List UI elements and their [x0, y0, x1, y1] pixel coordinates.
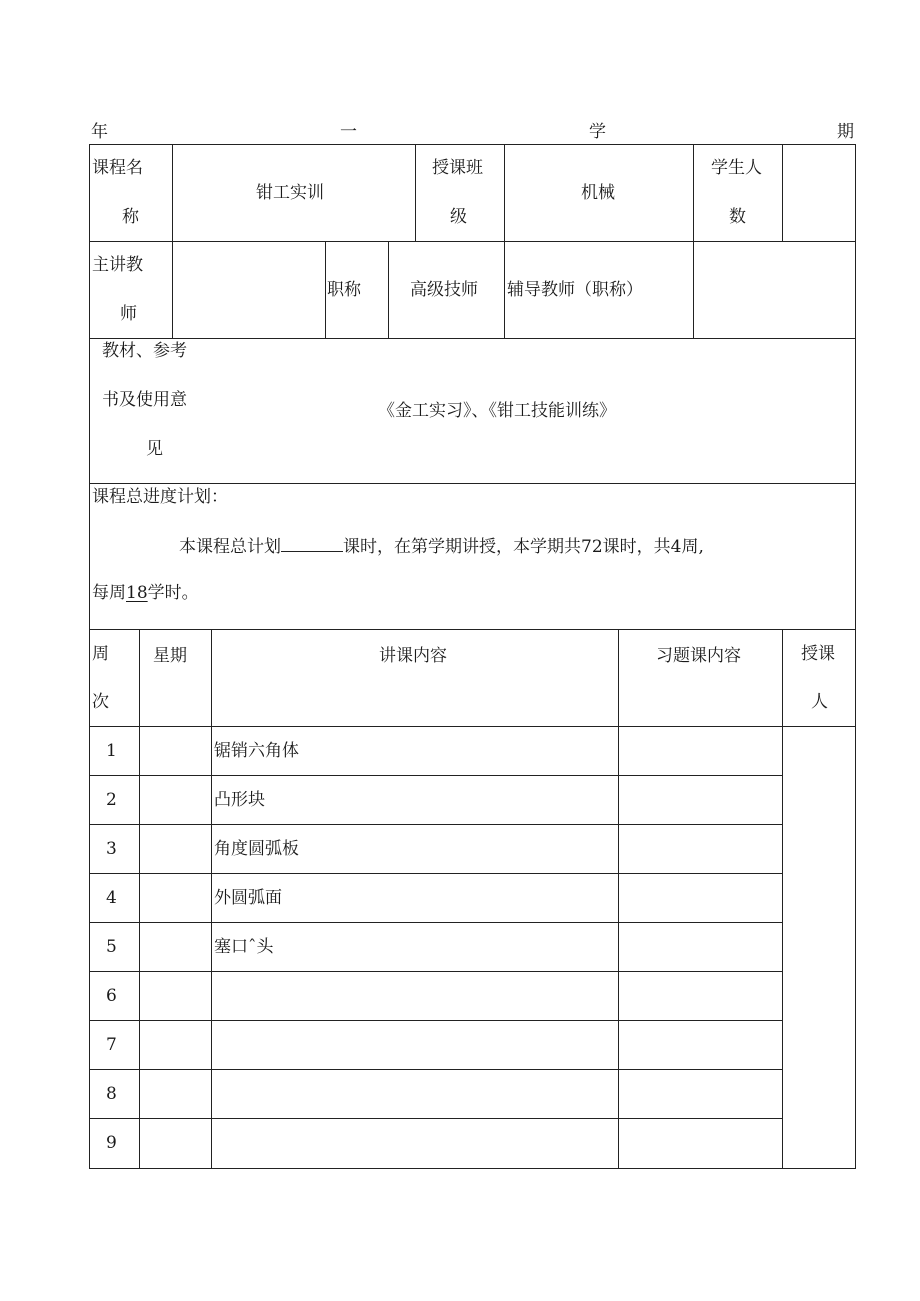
row-week-number: 1	[106, 741, 117, 761]
total-hours: 72	[581, 537, 603, 557]
row-week-number: 9	[106, 1133, 117, 1153]
plan-heading: 课程总进度计划：	[92, 487, 228, 507]
textbook-label-cont: 书及使用意	[102, 390, 187, 410]
title-value: 高级技师	[410, 280, 478, 300]
teacher-label-cont: 师	[120, 304, 137, 324]
hours-per-week: 18	[126, 583, 148, 603]
col-weekday-label: 星期	[153, 646, 187, 666]
course-name-label: 课程名	[92, 158, 143, 178]
col-week-label-cont: 次	[92, 692, 109, 712]
course-name-value: 钳工实训	[256, 183, 324, 203]
row-week-number: 3	[106, 839, 117, 859]
students-label: 学生人	[711, 158, 762, 178]
row-lecture: 塞口ˆ头	[214, 937, 274, 957]
textbook-value: 《金工实习》、《钳工技能训练》	[378, 401, 616, 421]
row-week-number: 5	[106, 937, 117, 957]
plan-line-2: 每周18学时。	[92, 583, 199, 603]
textbook-label-end: 见	[146, 439, 163, 459]
row-lecture: 锯销六角体	[214, 741, 299, 761]
class-label: 授课班	[432, 158, 483, 178]
title-label: 职称	[327, 280, 361, 300]
col-exercise-label: 习题课内容	[656, 646, 741, 666]
header-one: 一	[340, 122, 357, 142]
students-label-cont: 数	[729, 207, 746, 227]
header-year: 年	[91, 122, 108, 142]
row-week-number: 8	[106, 1084, 117, 1104]
assistant-label: 辅导教师（职称）	[507, 280, 643, 300]
row-week-number: 7	[106, 1035, 117, 1055]
course-name-label-cont: 称	[122, 207, 139, 227]
textbook-label: 教材、参考	[102, 341, 187, 361]
header-xue: 学	[589, 122, 606, 142]
row-lecture: 角度圆弧板	[214, 839, 299, 859]
col-teacher-label: 授课	[801, 644, 835, 664]
row-lecture: 凸形块	[214, 790, 265, 810]
row-week-number: 4	[106, 888, 117, 908]
row-week-number: 2	[106, 790, 117, 810]
col-teacher-label-cont: 人	[811, 692, 828, 712]
row-lecture: 外圆弧面	[214, 888, 282, 908]
class-label-cont: 级	[450, 207, 467, 227]
row-week-number: 6	[106, 986, 117, 1006]
col-week-label: 周	[92, 644, 109, 664]
plan-line-1: 本课程总计划 课时，在第学期讲授，本学期共72课时，共4周,	[179, 537, 704, 557]
teacher-label: 主讲教	[92, 255, 143, 275]
col-lecture-label: 讲课内容	[379, 646, 447, 666]
header-qi: 期	[837, 122, 854, 142]
planned-hours-blank	[281, 537, 343, 552]
weeks: 4	[670, 537, 682, 557]
class-value: 机械	[581, 183, 615, 203]
